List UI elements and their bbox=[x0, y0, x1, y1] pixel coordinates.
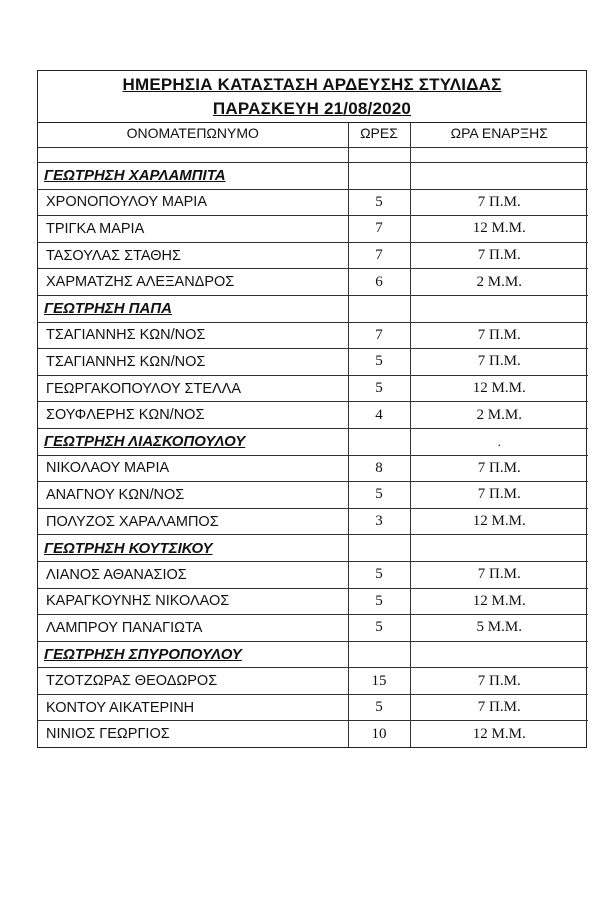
irrigation-hours: 8 bbox=[348, 455, 410, 482]
table-row bbox=[38, 615, 588, 642]
irrigation-hours: 5 bbox=[348, 375, 410, 402]
spacer-row bbox=[38, 148, 588, 163]
table-row bbox=[38, 375, 588, 402]
irrigation-hours: 7 bbox=[348, 322, 410, 349]
person-name: ΓΕΩΡΓΑΚΟΠΟΥΛΟΥ ΣΤΕΛΛΑ bbox=[38, 375, 348, 402]
spacer-cell bbox=[410, 148, 588, 163]
irrigation-hours: 10 bbox=[348, 721, 410, 747]
table-row bbox=[38, 668, 588, 695]
group-marker bbox=[410, 535, 588, 562]
group-header-row bbox=[38, 295, 588, 322]
document-title: ΗΜΕΡΗΣΙΑ ΚΑΤΑΣΤΑΣΗ ΑΡΔΕΥΣΗΣ ΣΤΥΛΙΔΑΣ bbox=[122, 75, 502, 94]
group-marker: . bbox=[410, 428, 588, 455]
irrigation-hours: 5 bbox=[348, 561, 410, 588]
start-time: 12 Μ.Μ. bbox=[410, 588, 588, 615]
person-name: ΤΣΑΓΙΑΝΝΗΣ ΚΩΝ/ΝΟΣ bbox=[38, 349, 348, 376]
group-marker bbox=[410, 641, 588, 668]
spacer-cell bbox=[38, 148, 348, 163]
column-header-hours: ΩΡΕΣ bbox=[348, 123, 410, 148]
spacer-cell bbox=[348, 148, 410, 163]
group-hours-cell bbox=[348, 641, 410, 668]
irrigation-schedule-document bbox=[37, 70, 587, 748]
table-row bbox=[38, 349, 588, 376]
irrigation-hours: 3 bbox=[348, 508, 410, 535]
start-time: 7 Π.Μ. bbox=[410, 349, 588, 376]
schedule-table bbox=[38, 123, 588, 747]
person-name: ΝΙΚΟΛΑΟΥ ΜΑΡΙΑ bbox=[38, 455, 348, 482]
person-name: ΤΡΙΓΚΑ ΜΑΡΙΑ bbox=[38, 216, 348, 243]
start-time: 7 Π.Μ. bbox=[410, 242, 588, 269]
irrigation-hours: 5 bbox=[348, 349, 410, 376]
person-name: ΝΙΝΙΟΣ ΓΕΩΡΓΙΟΣ bbox=[38, 721, 348, 747]
group-title: ΓΕΩΤΡΗΣΗ ΠΑΠΑ bbox=[38, 295, 348, 322]
person-name: ΑΝΑΓΝΟΥ ΚΩΝ/ΝΟΣ bbox=[38, 482, 348, 509]
irrigation-hours: 7 bbox=[348, 216, 410, 243]
table-row bbox=[38, 482, 588, 509]
group-marker bbox=[410, 163, 588, 190]
start-time: 2 Μ.Μ. bbox=[410, 269, 588, 296]
person-name: ΤΣΑΓΙΑΝΝΗΣ ΚΩΝ/ΝΟΣ bbox=[38, 322, 348, 349]
person-name: ΧΑΡΜΑΤΖΗΣ ΑΛΕΞΑΝΔΡΟΣ bbox=[38, 269, 348, 296]
irrigation-hours: 7 bbox=[348, 242, 410, 269]
person-name: ΚΟΝΤΟΥ ΑΙΚΑΤΕΡΙΝΗ bbox=[38, 694, 348, 721]
person-name: ΧΡΟΝΟΠΟΥΛΟΥ ΜΑΡΙΑ bbox=[38, 189, 348, 216]
group-hours-cell bbox=[348, 428, 410, 455]
person-name: ΤΑΣΟΥΛΑΣ ΣΤΑΘΗΣ bbox=[38, 242, 348, 269]
person-name: ΛΙΑΝΟΣ ΑΘΑΝΑΣΙΟΣ bbox=[38, 561, 348, 588]
start-time: 12 Μ.Μ. bbox=[410, 721, 588, 747]
table-row bbox=[38, 721, 588, 747]
irrigation-hours: 5 bbox=[348, 482, 410, 509]
document-title-block bbox=[38, 71, 586, 123]
group-header-row bbox=[38, 641, 588, 668]
group-marker bbox=[410, 295, 588, 322]
person-name: ΠΟΛΥΖΟΣ ΧΑΡΑΛΑΜΠΟΣ bbox=[38, 508, 348, 535]
table-row bbox=[38, 455, 588, 482]
group-title: ΓΕΩΤΡΗΣΗ ΚΟΥΤΣΙΚΟΥ bbox=[38, 535, 348, 562]
start-time: 12 Μ.Μ. bbox=[410, 216, 588, 243]
start-time: 7 Π.Μ. bbox=[410, 694, 588, 721]
irrigation-hours: 5 bbox=[348, 588, 410, 615]
table-row bbox=[38, 694, 588, 721]
group-hours-cell bbox=[348, 295, 410, 322]
start-time: 12 Μ.Μ. bbox=[410, 375, 588, 402]
table-header-row bbox=[38, 123, 588, 148]
group-header-row bbox=[38, 428, 588, 455]
person-name: ΤΖΟΤΖΩΡΑΣ ΘΕΟΔΩΡΟΣ bbox=[38, 668, 348, 695]
start-time: 12 Μ.Μ. bbox=[410, 508, 588, 535]
start-time: 7 Π.Μ. bbox=[410, 561, 588, 588]
start-time: 7 Π.Μ. bbox=[410, 668, 588, 695]
start-time: 7 Π.Μ. bbox=[410, 189, 588, 216]
table-row bbox=[38, 189, 588, 216]
group-title: ΓΕΩΤΡΗΣΗ ΣΠΥΡΟΠΟΥΛΟΥ bbox=[38, 641, 348, 668]
group-hours-cell bbox=[348, 535, 410, 562]
start-time: 7 Π.Μ. bbox=[410, 482, 588, 509]
irrigation-hours: 4 bbox=[348, 402, 410, 429]
irrigation-hours: 5 bbox=[348, 615, 410, 642]
start-time: 5 Μ.Μ. bbox=[410, 615, 588, 642]
document-date: ΠΑΡΑΣΚΕΥΗ 21/08/2020 bbox=[212, 99, 412, 118]
start-time: 7 Π.Μ. bbox=[410, 322, 588, 349]
group-header-row bbox=[38, 535, 588, 562]
table-row bbox=[38, 588, 588, 615]
start-time: 7 Π.Μ. bbox=[410, 455, 588, 482]
table-row bbox=[38, 216, 588, 243]
irrigation-hours: 5 bbox=[348, 694, 410, 721]
person-name: ΛΑΜΠΡΟΥ ΠΑΝΑΓΙΩΤΑ bbox=[38, 615, 348, 642]
person-name: ΣΟΥΦΛΕΡΗΣ ΚΩΝ/ΝΟΣ bbox=[38, 402, 348, 429]
table-row bbox=[38, 322, 588, 349]
group-title: ΓΕΩΤΡΗΣΗ ΧΑΡΛΑΜΠΙΤΑ bbox=[38, 163, 348, 190]
table-row bbox=[38, 402, 588, 429]
table-row bbox=[38, 508, 588, 535]
column-header-start-time: ΩΡΑ ΕΝΑΡΞΗΣ bbox=[410, 123, 588, 148]
group-header-row bbox=[38, 163, 588, 190]
irrigation-hours: 15 bbox=[348, 668, 410, 695]
schedule-table-body bbox=[38, 148, 588, 748]
table-row bbox=[38, 269, 588, 296]
person-name: ΚΑΡΑΓΚΟΥΝΗΣ ΝΙΚΟΛΑΟΣ bbox=[38, 588, 348, 615]
table-row bbox=[38, 561, 588, 588]
group-hours-cell bbox=[348, 163, 410, 190]
group-title: ΓΕΩΤΡΗΣΗ ΛΙΑΣΚΟΠΟΥΛΟΥ bbox=[38, 428, 348, 455]
start-time: 2 Μ.Μ. bbox=[410, 402, 588, 429]
irrigation-hours: 6 bbox=[348, 269, 410, 296]
table-row bbox=[38, 242, 588, 269]
irrigation-hours: 5 bbox=[348, 189, 410, 216]
column-header-name: ΟΝΟΜΑΤΕΠΩΝΥΜΟ bbox=[38, 123, 348, 148]
